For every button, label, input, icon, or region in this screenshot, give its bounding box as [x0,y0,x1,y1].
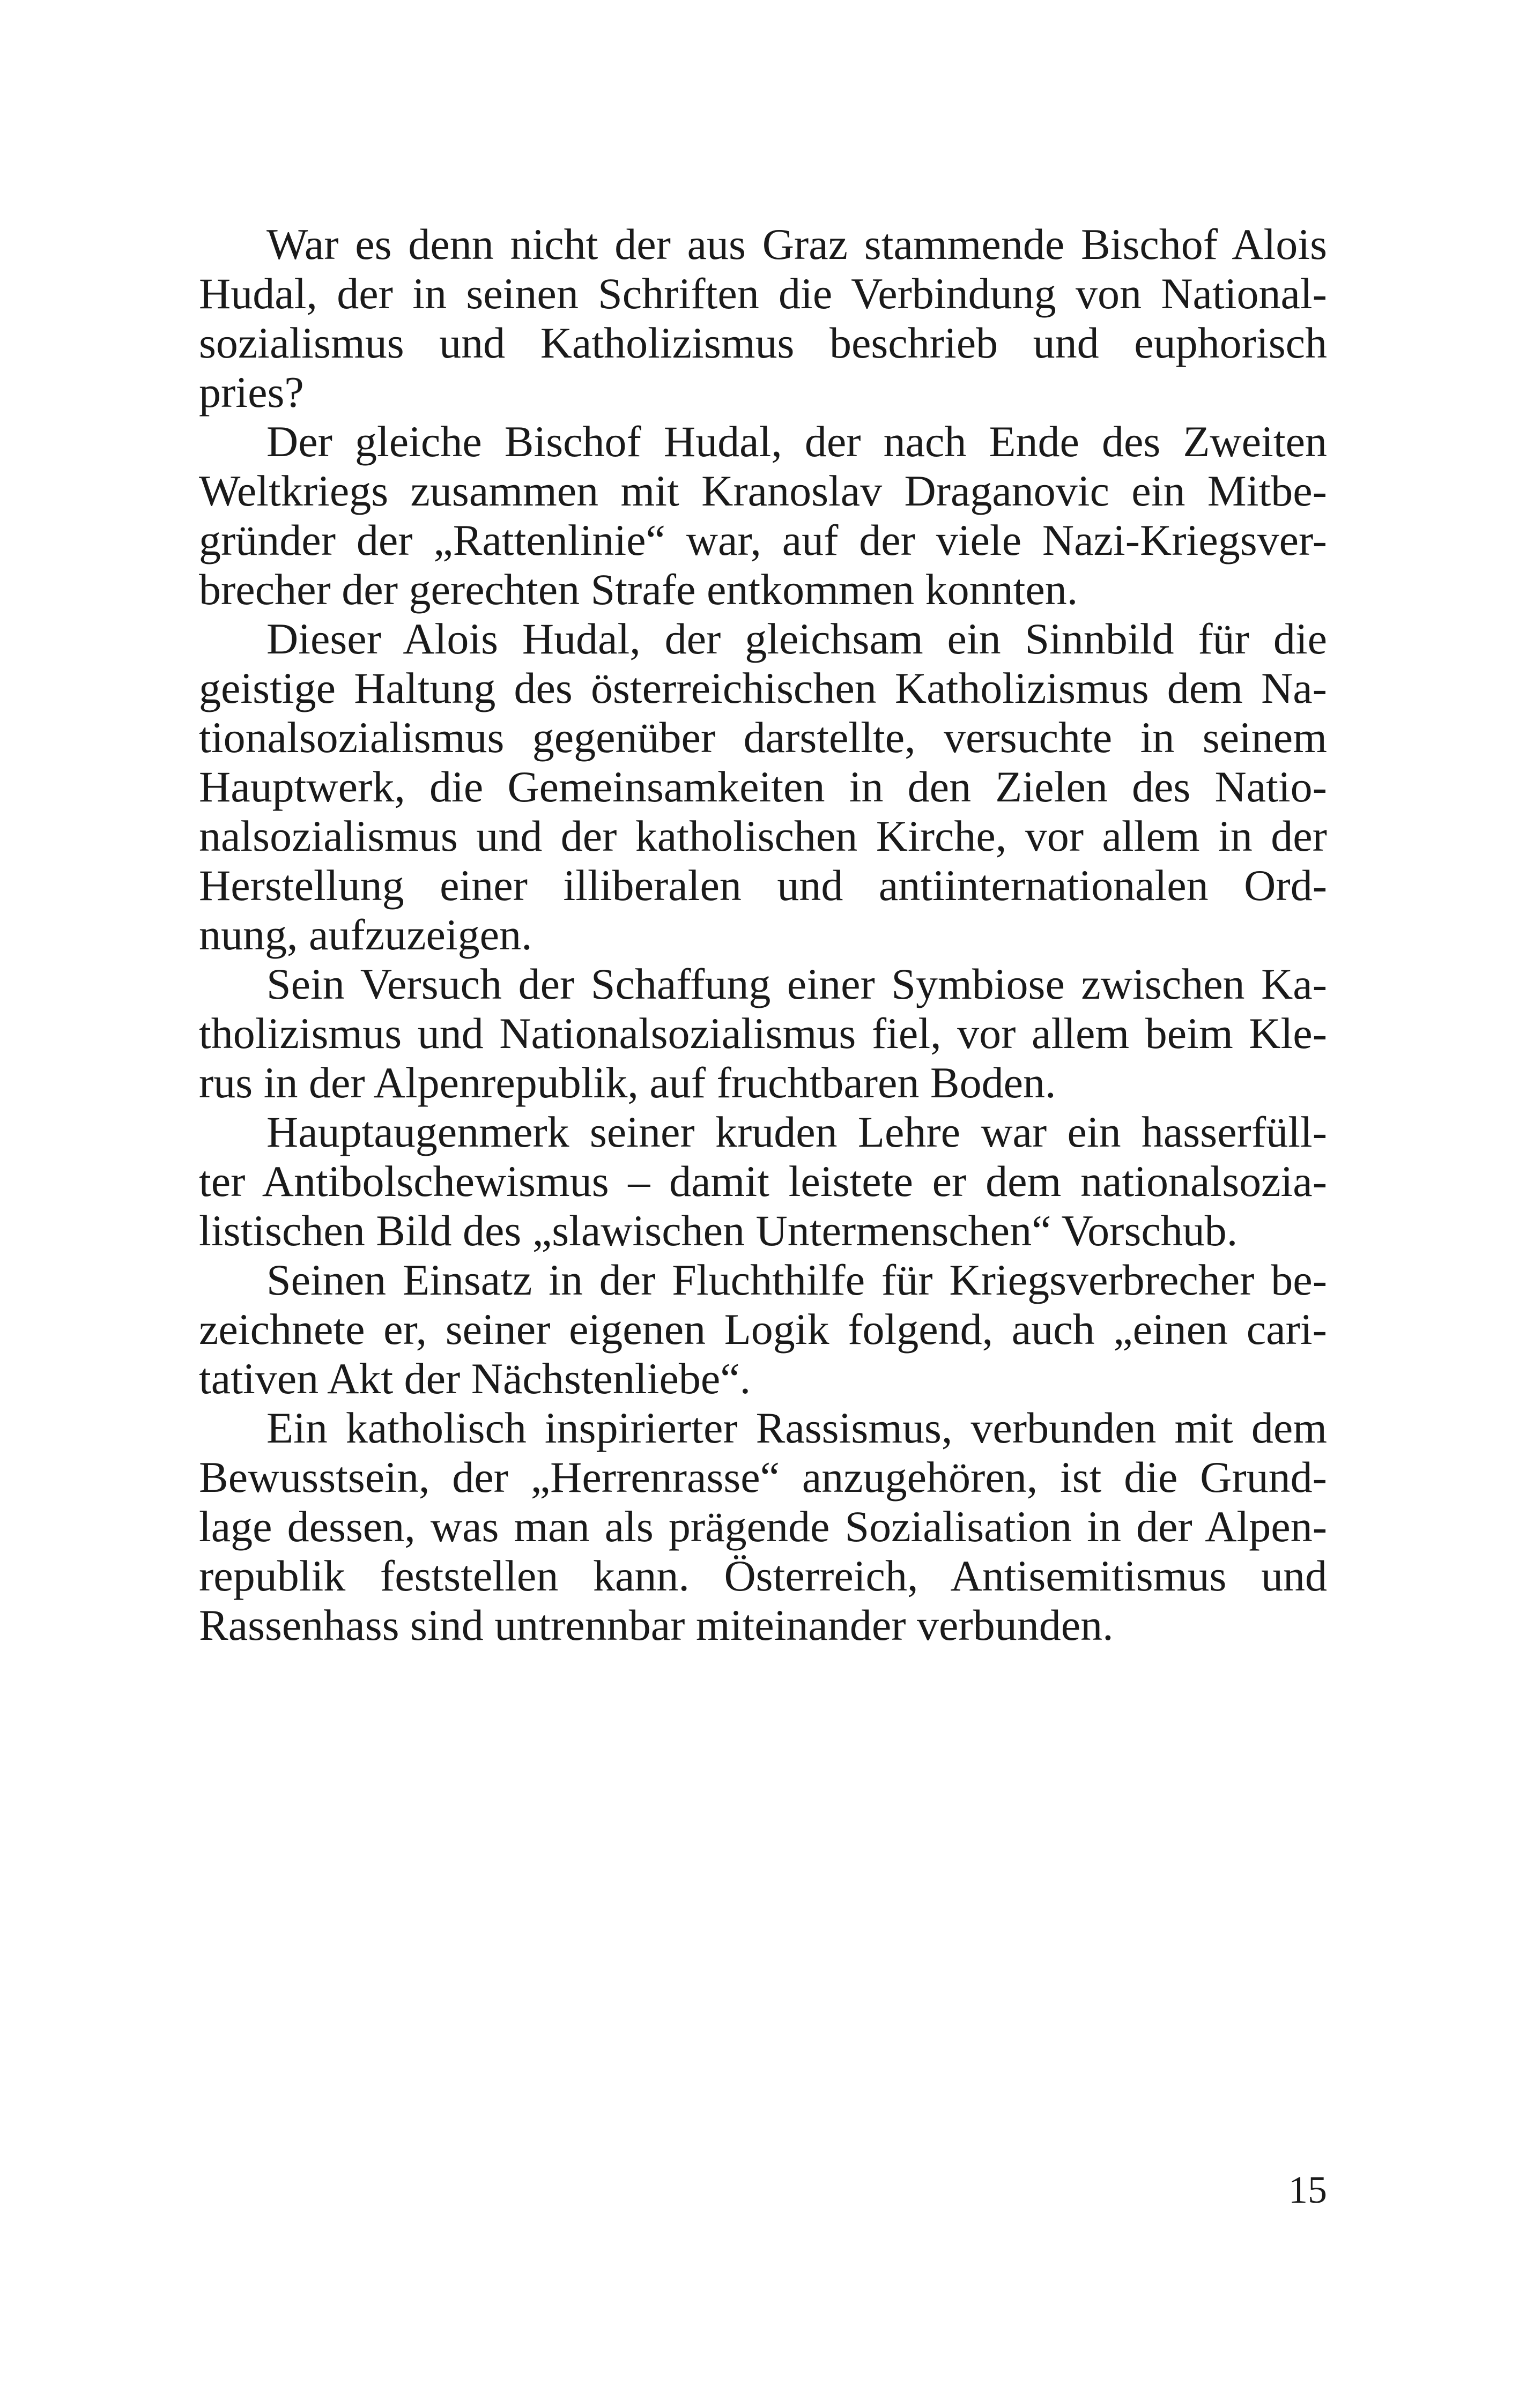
page-number: 15 [1288,2168,1327,2211]
text-line: Dieser Alois Hudal, der gleichsam ein Sinnbild für die [266,614,1327,663]
text-line: Seinen Einsatz in der Fluchthilfe für Kriegsverbrecher be- [266,1255,1327,1304]
text-line: nung, aufzuzeigen. [199,910,532,959]
text-line: tativen Akt der Nächstenliebe“. [199,1354,751,1403]
text-line: zeichnete er, seiner eigenen Logik folgend, auch „einen cari- [199,1305,1327,1354]
text-line: lage dessen, was man als prägende Sozialisation in der Alpen- [199,1502,1327,1551]
text-line: Bewusstsein, der „Herrenrasse“ anzugehören, ist die Grund- [199,1453,1327,1502]
text-line: Ein katholisch inspirierter Rassismus, verbunden mit dem [266,1403,1327,1452]
text-line: Sein Versuch der Schaffung einer Symbiose zwischen Ka- [266,960,1327,1008]
text-line: Weltkriegs zusammen mit Kranoslav Draganovic ein Mitbe- [199,466,1327,515]
text-line: Hudal, der in seinen Schriften die Verbindung von National- [199,269,1327,318]
text-line: Herstellung einer illiberalen und antiinternationalen Ord- [199,861,1327,910]
text-line: tholizismus und Nationalsozialismus fiel, vor allem beim Kle- [199,1009,1327,1058]
text-line: Hauptaugenmerk seiner kruden Lehre war ein hasserfüll- [266,1108,1327,1156]
text-line: republik feststellen kann. Österreich, Antisemitismus und [199,1551,1327,1600]
text-line: Der gleiche Bischof Hudal, der nach Ende des Zweiten [266,417,1327,466]
text-line: tionalsozialismus gegenüber darstellte, versuchte in seinem [199,713,1327,762]
text-line: rus in der Alpenrepublik, auf fruchtbaren Boden. [199,1058,1056,1107]
text-line: War es denn nicht der aus Graz stammende Bischof Alois [266,220,1327,269]
text-line: sozialismus und Katholizismus beschrieb und euphorisch [199,318,1327,367]
text-line: Rassenhass sind untrennbar miteinander verbunden. [199,1601,1114,1649]
text-line: Hauptwerk, die Gemeinsamkeiten in den Zielen des Natio- [199,762,1327,811]
body-text [199,220,1327,1650]
text-line: brecher der gerechten Strafe entkommen konnten. [199,565,1078,614]
text-line: pries? [199,368,304,417]
text-line: geistige Haltung des österreichischen Katholizismus dem Na- [199,664,1327,712]
text-line: nalsozialismus und der katholischen Kirche, vor allem in der [199,812,1327,860]
text-line: listischen Bild des „slawischen Untermenschen“ Vorschub. [199,1206,1238,1255]
text-line: ter Antibolschewismus – damit leistete er dem nationalsozia- [199,1157,1327,1206]
text-line: gründer der „Rattenlinie“ war, auf der viele Nazi-Kriegsver- [199,516,1327,564]
